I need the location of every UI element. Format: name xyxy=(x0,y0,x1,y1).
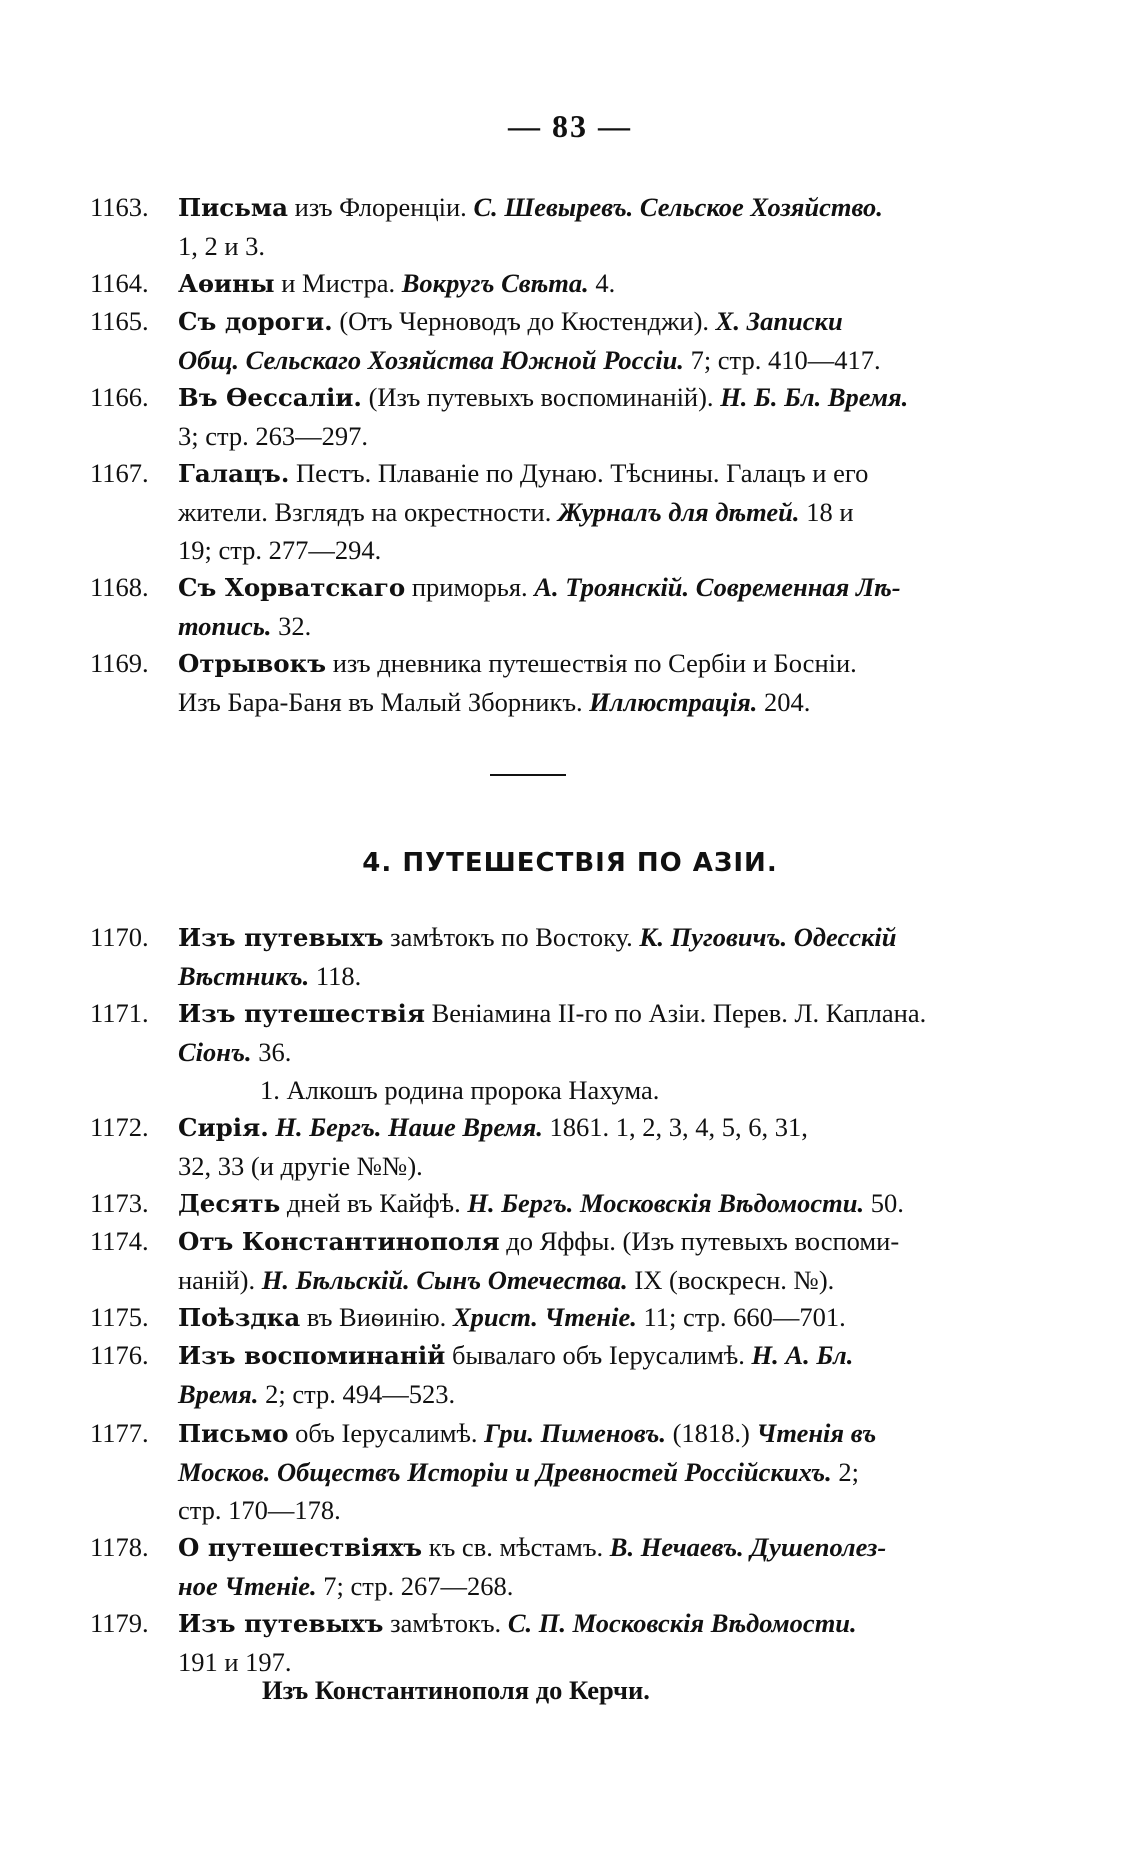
entry-title: Аѳины xyxy=(178,269,275,298)
entry-continuation: 2; xyxy=(831,1457,860,1487)
section-title: 4. ПУТЕШЕСТВІЯ ПО АЗІИ. xyxy=(362,848,778,878)
entry-number: 1171. xyxy=(90,998,149,1028)
entry-number: 1166. xyxy=(90,382,149,412)
entry-continuation: 7; стр. 267—268. xyxy=(316,1571,514,1601)
entry-continuation: 2; стр. 494—523. xyxy=(258,1379,456,1409)
entry-source: А. Троянскій. Современная Лѣ- xyxy=(534,572,901,602)
entry-number: 1177. xyxy=(90,1418,149,1448)
entry-1172 xyxy=(90,1108,980,1185)
entry-continuation: наній). xyxy=(178,1265,262,1295)
section-divider xyxy=(490,774,566,776)
entry-source: К. Пуговичъ. Одесскій xyxy=(639,922,897,952)
entry-1178 xyxy=(90,1528,980,1605)
entry-text: изъ Флоренціи. xyxy=(288,192,474,222)
entry-subitem-1179: Изъ Константинополя до Керчи. xyxy=(262,1675,650,1705)
entry-1170 xyxy=(90,918,980,995)
entry-text: Пестъ. Плаваніе по Дунаю. Тѣснины. Галацъ и его xyxy=(289,458,869,488)
entry-issue: IX (воскресн. №). xyxy=(627,1265,835,1295)
entry-text: дней въ Кайфѣ. xyxy=(280,1188,468,1218)
entry-source: Н. Б. Бл. Время. xyxy=(720,382,909,412)
entry-source-cont: топись. xyxy=(178,611,272,641)
entry-text: до Яффы. (Изъ путевыхъ воспоми- xyxy=(499,1226,900,1256)
entry-1174 xyxy=(90,1222,980,1299)
entry-issue: 204. xyxy=(757,687,811,717)
entry-title: Съ Хорватскаго xyxy=(178,573,406,602)
entry-source: В. Нечаевъ. Душеполез- xyxy=(609,1532,887,1562)
entry-text: (Изъ путевыхъ воспоминаній). xyxy=(361,382,721,412)
entry-source-cont: Вѣстникъ. xyxy=(178,961,310,991)
entry-number: 1164. xyxy=(90,268,149,298)
entry-source: Вокругъ Свѣта. xyxy=(401,268,589,298)
entry-source-cont: Н. Бѣльскій. Сынъ Отечества. xyxy=(261,1265,628,1295)
entry-text: объ Іерусалимѣ. xyxy=(288,1418,485,1448)
entry-title: Письма xyxy=(178,193,289,222)
entry-subitem: 1. Алкошъ родина пророка Нахума. xyxy=(260,1075,660,1105)
entry-source-cont: Общ. Сельскаго Хозяйства Южной Россіи. xyxy=(178,345,684,375)
page-number: — 83 — xyxy=(508,108,632,144)
entry-number: 1170. xyxy=(90,922,149,952)
entry-text: замѣтокъ по Востоку. xyxy=(383,922,640,952)
entry-number: 1168. xyxy=(90,572,149,602)
entry-continuation: 191 и 197. xyxy=(178,1647,292,1677)
entry-text: Веніамина II-го по Азіи. Перев. Л. Каплана. xyxy=(424,998,927,1028)
entry-number: 1172. xyxy=(90,1112,149,1142)
entry-number: 1167. xyxy=(90,458,149,488)
entry-text: въ Виѳинію. xyxy=(300,1302,453,1332)
entry-1175 xyxy=(90,1298,980,1337)
entry-number: 1173. xyxy=(90,1188,149,1218)
entry-source: Х. Записки xyxy=(715,306,843,336)
entry-number: 1178. xyxy=(90,1532,149,1562)
entry-continuation: 7; стр. 410—417. xyxy=(683,345,881,375)
entry-text: изъ дневника путешествія по Сербіи и Босніи. xyxy=(326,648,857,678)
entry-1163 xyxy=(90,188,980,265)
entry-title: Изъ путевыхъ xyxy=(178,1609,384,1638)
entry-title: Поѣздка xyxy=(178,1303,301,1332)
entry-number: 1169. xyxy=(90,648,149,678)
entry-source-cont: Иллюстрація. xyxy=(589,687,758,717)
entry-title: Письмо xyxy=(178,1419,289,1448)
entry-continuation-2: стр. 170—178. xyxy=(178,1495,341,1525)
entry-title: Отъ Константинополя xyxy=(178,1227,500,1256)
entry-issue: 1861. 1, 2, 3, 4, 5, 6, 31, xyxy=(542,1112,808,1142)
entry-title: Въ Ѳессаліи. xyxy=(178,383,362,412)
entry-issue: 50. xyxy=(864,1188,904,1218)
entry-source: С. Шевыревъ. Сельское Хозяйство. xyxy=(473,192,883,222)
entry-1166 xyxy=(90,378,980,455)
entry-text: приморья. xyxy=(405,572,535,602)
entry-issue: 4. xyxy=(588,268,616,298)
entry-source-cont: Время. xyxy=(178,1379,259,1409)
entry-source: Гри. Пименовъ. xyxy=(484,1418,666,1448)
entry-1165 xyxy=(90,302,980,379)
entry-source-cont: Сіонъ. xyxy=(178,1037,252,1067)
entry-text: бывалаго объ Іерусалимѣ. xyxy=(445,1340,752,1370)
entry-title: Изъ воспоминаній xyxy=(178,1341,446,1370)
entry-number: 1174. xyxy=(90,1226,149,1256)
entry-title: О путешествіяхъ xyxy=(178,1533,423,1562)
entry-issue: 11; стр. 660—701. xyxy=(636,1302,846,1332)
entry-continuation: 36. xyxy=(251,1037,292,1067)
entry-text: (Отъ Черноводъ до Кюстенджи). xyxy=(332,306,716,336)
entry-source: Н. Бергъ. Наше Время. xyxy=(275,1112,543,1142)
entry-source: Н. А. Бл. xyxy=(751,1340,854,1370)
entry-title: Галацъ. xyxy=(178,459,290,488)
entry-source-cont: Москов. Обществъ Исторіи и Древностей Россійскихъ. xyxy=(178,1457,832,1487)
entry-text: замѣтокъ. xyxy=(383,1608,508,1638)
entry-number: 1176. xyxy=(90,1340,149,1370)
entry-title: Десять xyxy=(178,1189,281,1218)
entry-1179 xyxy=(90,1604,980,1681)
entry-title: Сирія. xyxy=(178,1113,269,1142)
entry-number: 1179. xyxy=(90,1608,149,1638)
entry-1168 xyxy=(90,568,980,645)
entry-1167 xyxy=(90,454,980,569)
entry-continuation: 118. xyxy=(309,961,362,991)
entry-1176 xyxy=(90,1336,980,1413)
entry-continuation-2: 19; стр. 277—294. xyxy=(178,535,382,565)
entry-title: Съ дороги. xyxy=(178,307,333,336)
entry-continuation: Изъ Бара-Баня въ Малый Зборникъ. xyxy=(178,687,590,717)
entry-text: къ св. мѣстамъ. xyxy=(422,1532,610,1562)
entry-source: С. П. Московскія Вѣдомости. xyxy=(507,1608,857,1638)
entry-source: Н. Бергъ. Московскія Вѣдомости. xyxy=(467,1188,865,1218)
entry-source: Христ. Чтеніе. xyxy=(452,1302,637,1332)
entry-1173 xyxy=(90,1184,980,1223)
entry-continuation: 32. xyxy=(271,611,312,641)
entry-text: и Мистра. xyxy=(274,268,402,298)
entry-1171 xyxy=(90,994,980,1109)
entry-1169 xyxy=(90,644,980,721)
entry-1177 xyxy=(90,1414,980,1529)
entry-1164 xyxy=(90,264,980,303)
entry-number: 1165. xyxy=(90,306,149,336)
entry-source-2: Чтенія въ xyxy=(756,1418,877,1448)
entry-continuation: 1, 2 и 3. xyxy=(178,231,266,261)
entry-continuation: 3; стр. 263—297. xyxy=(178,421,369,451)
entry-number: 1175. xyxy=(90,1302,149,1332)
entry-source-cont: ное Чтеніе. xyxy=(178,1571,317,1601)
entry-title: Изъ путевыхъ xyxy=(178,923,384,952)
entry-continuation: 32, 33 (и другіе №№). xyxy=(178,1151,423,1181)
entry-number: 1163. xyxy=(90,192,149,222)
entry-source-cont: Журналъ для дѣтей. xyxy=(557,497,800,527)
entry-continuation: жители. Взглядъ на окрестности. xyxy=(178,497,558,527)
entry-year: (1818.) xyxy=(665,1418,757,1448)
entry-title: Изъ путешествія xyxy=(178,999,425,1028)
entry-title: Отрывокъ xyxy=(178,649,327,678)
entry-issue: 18 и xyxy=(799,497,854,527)
